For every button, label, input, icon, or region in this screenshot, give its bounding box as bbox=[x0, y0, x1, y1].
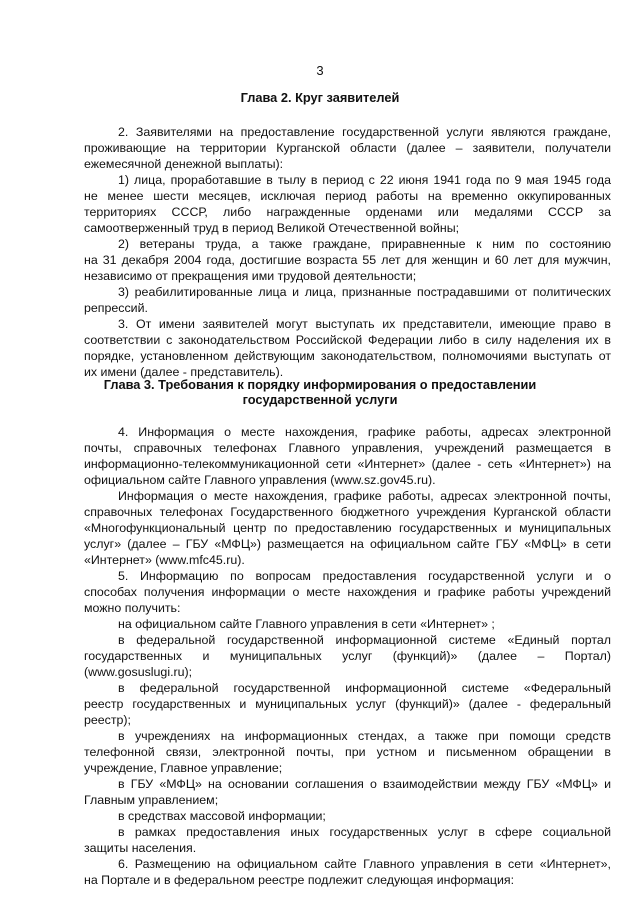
text-line: на Портале и в федеральном реестре подлежит следующая информация: bbox=[84, 873, 515, 887]
text-line: можно получить: bbox=[84, 601, 181, 615]
text-line: не менее шести месяцев, исключая период работы на временно оккупированных bbox=[84, 189, 611, 203]
text-line: территориях СССР, либо награжденные орденами или медалями СССР за bbox=[84, 205, 611, 219]
text-line: реестр государственных и муниципальных услуг (функций)» (далее - федеральный bbox=[84, 697, 611, 711]
text-line: «Многофункциональный центр по предоставлению государственных и муниципальных bbox=[84, 521, 611, 535]
text-line: на официальном сайте Главного управления в сети «Интернет» ; bbox=[118, 617, 495, 631]
text-line: способах получения информации о месте нахождения и графике работы учреждений bbox=[84, 585, 611, 599]
chapter-3-title-line-1: Глава 3. Требования к порядку информирования о предоставлении bbox=[103, 377, 537, 392]
text-line: репрессий. bbox=[84, 301, 148, 315]
text-line: 3) реабилитированные лица и лица, признанные пострадавшими от политических bbox=[118, 285, 611, 299]
text-line: в средствах массовой информации; bbox=[118, 809, 326, 823]
text-line: информационно-телекоммуникационной сети «Интернет» (далее - сеть «Интернет») на bbox=[84, 457, 611, 471]
chapter-3-title-line-2: государственной услуги bbox=[242, 392, 398, 407]
text-line: 1) лица, проработавшие в тылу в период с 22 июня 1941 года по 9 мая 1945 года bbox=[118, 173, 611, 187]
text-line: независимо от прекращения ими трудовой деятельности; bbox=[84, 269, 417, 283]
text-line: в рамках предоставления иных государственных услуг в сфере социальной bbox=[118, 825, 611, 839]
text-line: 3. От имени заявителей могут выступать их представители, имеющие право в bbox=[118, 317, 611, 331]
text-line: в федеральной государственной информационной системе «Единый портал bbox=[118, 633, 611, 647]
text-line: учреждение, Главное управление; bbox=[84, 761, 283, 775]
text-line: их имени (далее - представитель). bbox=[84, 365, 284, 379]
text-line: Главным управлением; bbox=[84, 793, 219, 807]
text-line: ежемесячной денежной выплаты): bbox=[84, 157, 284, 171]
text-line: проживающие на территории Курганской области (далее – заявители, получатели bbox=[84, 141, 611, 155]
text-line: (www.gosuslugi.ru); bbox=[84, 665, 193, 679]
text-line: телефонной связи, электронной почты, при устном и письменном обращении в bbox=[84, 745, 611, 759]
text-line: защиты населения. bbox=[84, 841, 197, 855]
text-line: почты, справочных телефонах Главного управления, учреждений размещается в bbox=[84, 441, 611, 455]
text-line: 2. Заявителями на предоставление государственной услуги являются граждане, bbox=[118, 125, 611, 139]
text-line: государственных и муниципальных услуг (функций)» (далее – Портал) bbox=[84, 649, 611, 663]
text-line: 4. Информация о месте нахождения, графике работы, адресах электронной bbox=[118, 425, 611, 439]
text-line: Информация о месте нахождения, графике работы, адресах электронной почты, bbox=[118, 489, 611, 503]
text-line: в учреждениях на информационных стендах, а также при помощи средств bbox=[118, 729, 611, 743]
text-line: реестр); bbox=[84, 713, 132, 727]
text-line: соответствии с законодательством Российской Федерации либо в силу наделения их в bbox=[84, 333, 611, 347]
chapter-2-title: Глава 2. Круг заявителей bbox=[240, 90, 400, 105]
text-line: в ГБУ «МФЦ» на основании соглашения о взаимодействии между ГБУ «МФЦ» и bbox=[118, 777, 611, 791]
text-line: справочных телефонах Государственного бюджетного учреждения Курганской области bbox=[84, 505, 611, 519]
text-line: 2) ветераны труда, а также граждане, приравненные к ним по состоянию bbox=[118, 237, 611, 251]
text-line: услуг» (далее – ГБУ «МФЦ») размещается на официальном сайте ГБУ «МФЦ» в сети bbox=[84, 537, 611, 551]
text-line: в федеральной государственной информационной системе «Федеральный bbox=[118, 681, 611, 695]
text-line: порядке, установленном действующим законодательством, полномочиями выступать от bbox=[84, 349, 611, 363]
text-line: 6. Размещению на официальном сайте Главного управления в сети «Интернет», bbox=[118, 857, 611, 871]
text-line: 5. Информацию по вопросам предоставления государственной услуги и о bbox=[118, 569, 611, 583]
text-line: на 31 декабря 2004 года, достигшие возраста 55 лет для женщин и 60 лет для мужчин, bbox=[84, 253, 611, 267]
text-line: официальном сайте Главного управления (www.sz.gov45.ru). bbox=[84, 473, 436, 487]
page-number: 3 bbox=[316, 63, 324, 78]
text-line: «Интернет» (www.mfc45.ru). bbox=[84, 553, 245, 567]
text-line: самоотверженный труд в период Великой Отечественной войны; bbox=[84, 221, 460, 235]
